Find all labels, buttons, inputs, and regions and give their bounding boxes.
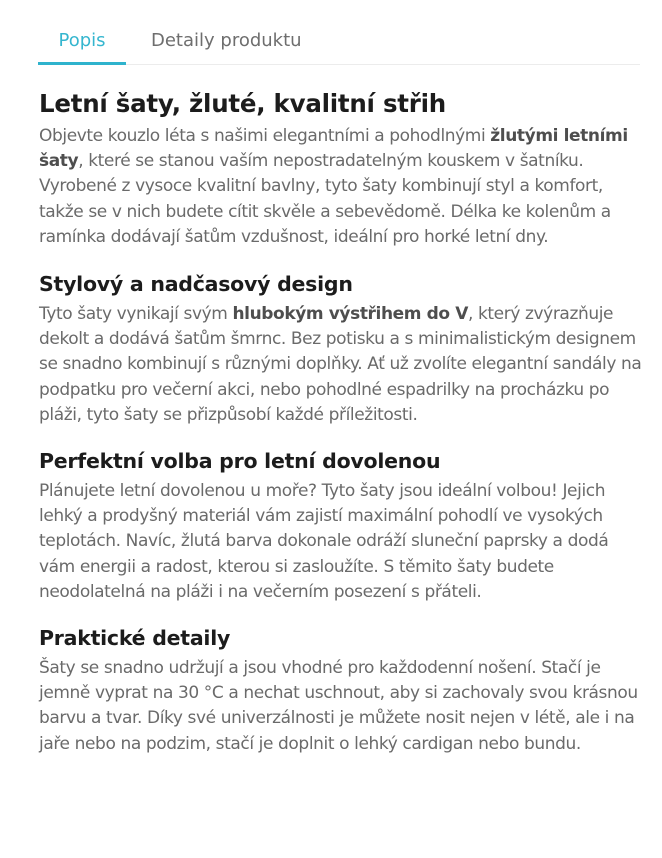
tab-bar (39, 24, 640, 65)
design-section (39, 270, 645, 428)
intro-paragraph (39, 124, 645, 250)
intro-text-end: , které se stanou vaším nepostradatelným kouskem v šatníku. Vyrobené z vysoce kvalitní bavlny, tyto šaty kombinují styl a komfort, takže se v nich budete cítit skvěle a sebevědomě. Délka ke kolenům a ramínka dodávají šatům vzdušnost, ideální pro horké letní dny. (39, 151, 611, 247)
practical-paragraph: Šaty se snadno udržují a jsou vhodné pro každodenní nošení. Stačí je jemně vyprat na 30 °C a nechat uschnout, aby si zachovaly svou krásnou barvu a tvar. Díky své univerzálnosti je můžete nosit nejen v létě, ale i na jaře nebo na podzim, stačí je doplnit o lehký cardigan nebo bundu. (39, 658, 638, 754)
description-content (39, 88, 645, 757)
design-heading: Stylový a nadčasový design (39, 272, 353, 297)
practical-heading: Praktické detaily (39, 626, 231, 651)
tab-popis[interactable]: Popis (39, 24, 125, 64)
intro-highlight: žlutými letními šaty (39, 126, 628, 172)
vacation-section (39, 447, 645, 605)
design-text-start: Tyto šaty vynikají svým (39, 304, 233, 325)
page-title: Letní šaty, žluté, kvalitní střih (39, 89, 446, 118)
vacation-paragraph: Plánujete letní dovolenou u moře? Tyto šaty jsou ideální volbou! Jejich lehký a prodyšný materiál vám zajistí maximální pohodlí ve vysokých teplotách. Navíc, žlutá barva dokonale odráží sluneční paprsky a dodá vám energii a radost, kterou si zasloužíte. S těmito šaty budete neodolatelná na pláži i na večerním posezení s přáteli. (39, 481, 609, 602)
design-text-end: , který zvýrazňuje dekolt a dodává šatům šmrnc. Bez potisku a s minimalistickým designem se snadno kombinují s různými doplňky. Ať už zvolíte elegantní sandály na podpatku pro večerní akci, nebo pohodlné espadrilky na procházku po pláži, tyto šaty se přizpůsobí každé příležitosti. (39, 304, 642, 425)
intro-section (39, 88, 645, 250)
design-paragraph (39, 302, 645, 428)
tab-detaily-produktu[interactable]: Detaily produktu (151, 30, 302, 51)
practical-section (39, 624, 645, 757)
vacation-heading: Perfektní volba pro letní dovolenou (39, 449, 441, 474)
design-highlight: hlubokým výstřihem do V (232, 304, 468, 325)
intro-text-start: Objevte kouzlo léta s našimi elegantními a pohodlnými (39, 126, 491, 146)
